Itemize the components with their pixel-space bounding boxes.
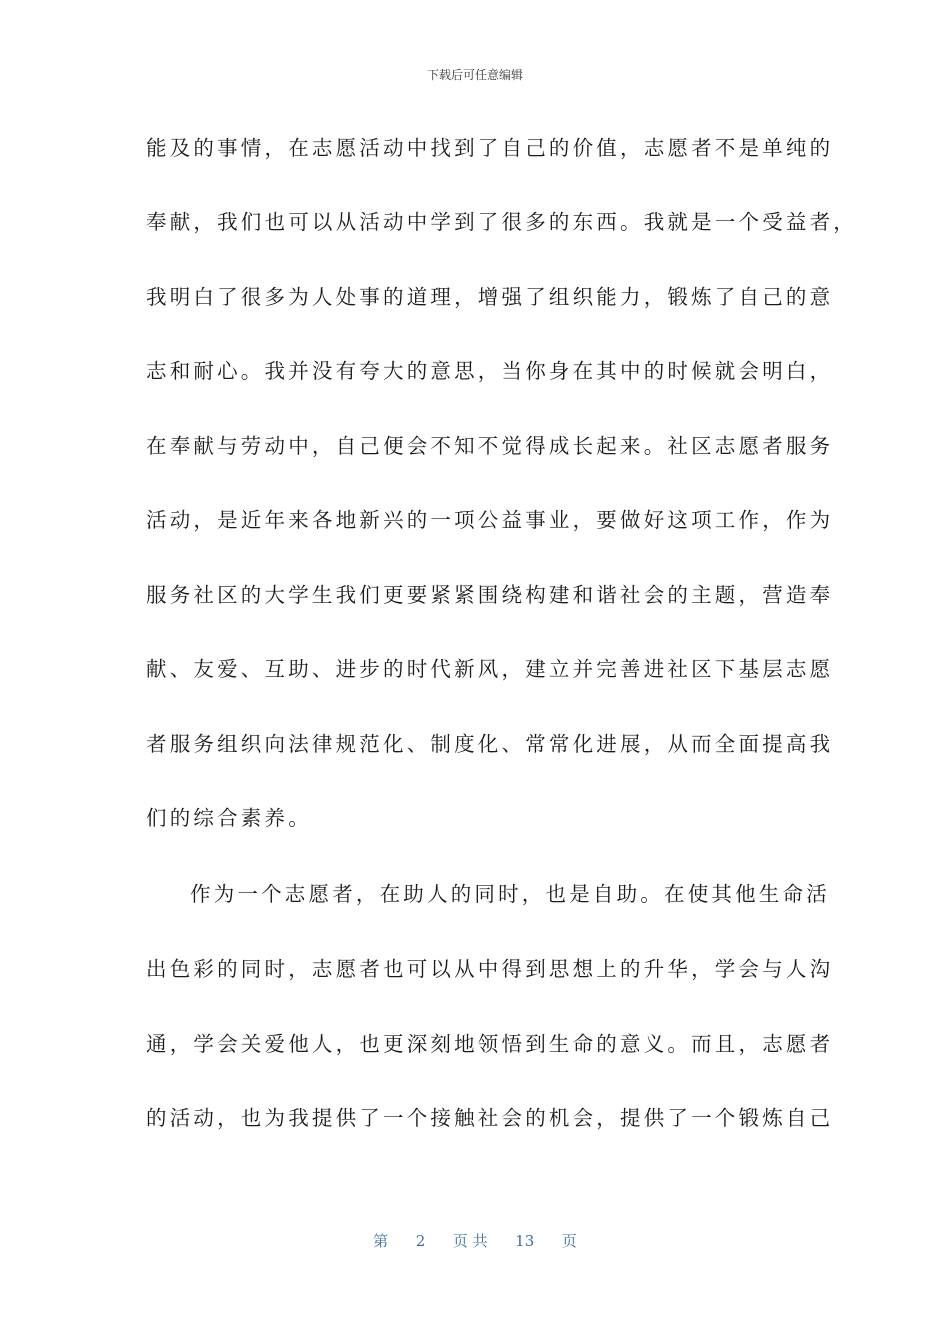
- paragraph-line: 们的综合素养。: [146, 806, 312, 830]
- page-header: 下载后可任意编辑: [426, 68, 523, 82]
- paragraph-line: 奉献，我们也可以从活动中学到了很多的东西。我就是一个受益者，: [146, 210, 857, 234]
- footer-suffix: 页: [561, 1232, 577, 1250]
- paragraph-line: 服务社区的大学生我们更要紧紧围绕构建和谐社会的主题，营造奉: [146, 583, 834, 607]
- footer-page-number: 2: [415, 1232, 426, 1250]
- paragraph-line: 通，学会关爱他人，也更深刻地领悟到生命的意义。而且，志愿者: [146, 1032, 834, 1056]
- paragraph-line: 的活动，也为我提供了一个接触社会的机会，提供了一个锻炼自己: [146, 1106, 834, 1130]
- footer-middle: 页 共: [452, 1232, 488, 1250]
- paragraph-line: 活动，是近年来各地新兴的一项公益事业，要做好这项工作，作为: [146, 508, 834, 532]
- paragraph-line: 能及的事情，在志愿活动中找到了自己的价值，志愿者不是单纯的: [146, 136, 834, 160]
- paragraph-line: 志和耐心。我并没有夸大的意思，当你身在其中的时候就会明白，: [146, 359, 834, 383]
- footer-total-pages: 13: [515, 1232, 535, 1250]
- footer-prefix: 第: [373, 1232, 389, 1250]
- paragraph-line: 在奉献与劳动中，自己便会不知不觉得成长起来。社区志愿者服务: [146, 434, 834, 458]
- paragraph-line: 我明白了很多为人处事的道理，增强了组织能力，锻炼了自己的意: [146, 285, 834, 309]
- paragraph-line: 作为一个志愿者，在助人的同时，也是自助。在使其他生命活: [190, 882, 830, 906]
- page-footer: [0, 1230, 950, 1251]
- paragraph-line: 出色彩的同时，志愿者也可以从中得到思想上的升华，学会与人沟: [146, 957, 834, 981]
- paragraph-line: 者服务组织向法律规范化、制度化、常常化进展，从而全面提高我: [146, 732, 834, 756]
- paragraph-line: 献、友爱、互助、进步的时代新风，建立并完善进社区下基层志愿: [146, 657, 834, 681]
